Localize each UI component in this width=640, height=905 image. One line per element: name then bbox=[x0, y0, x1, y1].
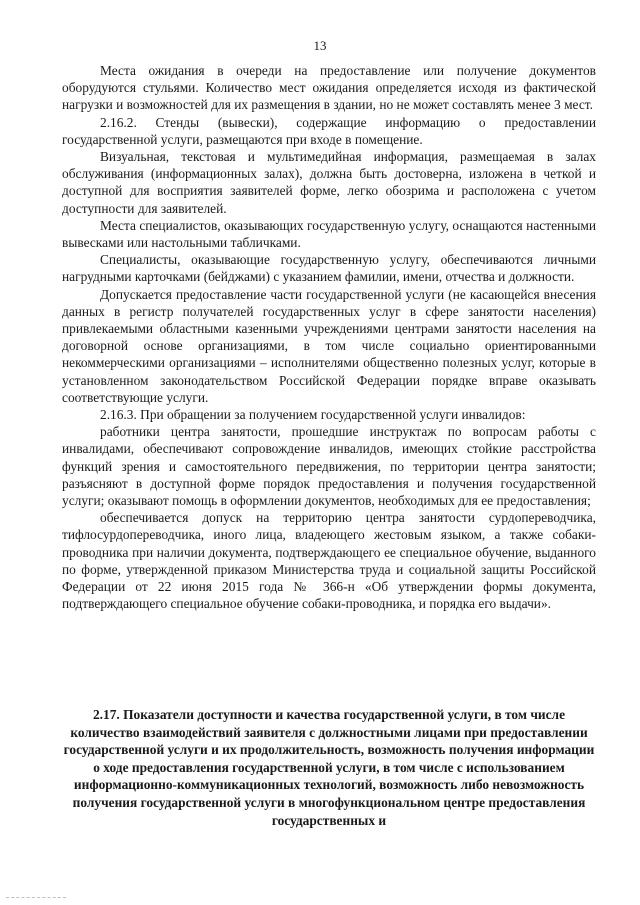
section-heading-2-17: 2.17. Показатели доступности и качества государственной услуги, в том числе количество взаимодействий заявителя с должностными лицами при предоставлении государственной услуги и их продолжительность, возможность получения информации о ходе предоставления государственной услуги, в том числе с использованием информационно-коммуникационных технологий, возможность либо невозможность получения государственной услуги в многофункциональном центре предоставления государственных и bbox=[63, 707, 595, 828]
paragraph-visual-info: Визуальная, текстовая и мультимедийная информация, размещаемая в залах обслуживания (информационных залах), должна быть достоверна, изложена в четкой и доступной для восприятия заявителей форме, легко обозрима и расположена с учетом доступности для заявителей. bbox=[62, 149, 596, 216]
paragraph-waiting-seats: Места ожидания в очереди на предоставление или получение документов оборудуются стульями. Количество мест ожидания определяется исходя из фактической нагрузки и возможностей для их размещения в здании, но не может составлять менее 3 мест. bbox=[62, 63, 596, 113]
body-text bbox=[62, 62, 596, 613]
paragraph-2-16-3: 2.16.3. При обращении за получением государственной услуги инвалидов: bbox=[100, 407, 526, 423]
paragraph-specialist-badges: Специалисты, оказывающие государственную услугу, обеспечиваются личными нагрудными карточками (бейджами) с указанием фамилии, имени, отчества и должности. bbox=[62, 252, 596, 285]
scan-edge-mark bbox=[6, 897, 66, 899]
paragraph-admission: обеспечивается допуск на территорию центра занятости сурдопереводчика, тифлосурдопереводчика, иного лица, владеющего жестовым языком, а также собаки-проводника при наличии документа, подтверждающего ее специальное обучение, выданного по форме, утвержденной приказом Министерства труда и социальной защиты Российской Федерации от 22 июня 2015 года № 366-н «Об утверждении формы документа, подтверждающего специальное обучение собаки-проводника, и порядка его выдачи». bbox=[62, 510, 596, 612]
page-number: 13 bbox=[313, 38, 327, 53]
paragraph-staff-assistance: работники центра занятости, прошедшие инструктаж по вопросам работы с инвалидами, обеспечивают сопровождение инвалидов, имеющих стойкие расстройства функций зрения и самостоятельного передвижения, по территории центра занятости; разъясняют в доступной форме порядок предоставления и получения государственной услуги; оказывают помощь в оформлении документов, необходимых для ее предоставления; bbox=[62, 424, 596, 509]
paragraph-partial-service: Допускается предоставление части государственной услуги (не касающейся внесения данных в регистр получателей государственных услуг в сфере занятости населения) привлекаемыми областными казенными учреждениями центрами занятости населения на договорной основе организациями, в том числе социально ориентированными некоммерческими организациями – исполнителями общественно полезных услуг, которые в установленном законодательством Российской Федерации порядке вправе оказывать соответствующие услуги. bbox=[62, 286, 596, 405]
paragraph-2-16-2: 2.16.2. Стенды (вывески), содержащие информацию о предоставлении государственной услуги, размещаются при входе в помещение. bbox=[62, 114, 596, 147]
paragraph-specialist-places: Места специалистов, оказывающих государственную услугу, оснащаются настенными вывесками или настольными табличками. bbox=[62, 217, 596, 251]
